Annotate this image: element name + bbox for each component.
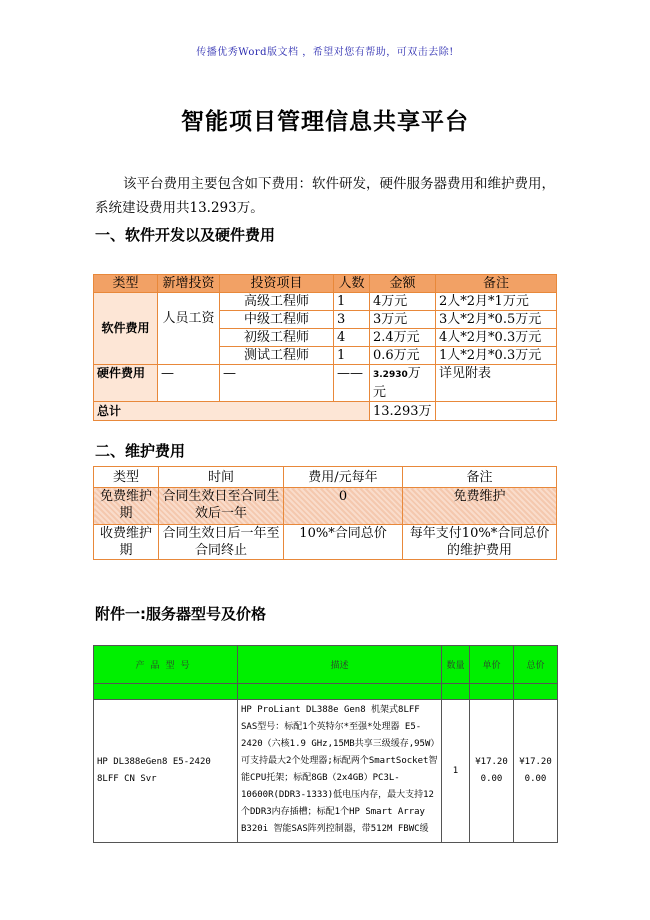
top-note: 传播优秀Word版文档 ，希望对您有帮助，可双击去除!	[196, 47, 454, 58]
header-cell: 备注	[436, 275, 557, 293]
total-note	[436, 402, 557, 421]
item-cell: 测试工程师	[220, 347, 334, 365]
count-cell: 3	[334, 311, 370, 329]
note-cell: 每年支付10%*合同总价的维护费用	[403, 525, 557, 560]
header-cell: 单价	[470, 646, 514, 684]
type-cell: 软件费用	[94, 293, 158, 365]
table-row	[94, 365, 557, 402]
item-cell: 中级工程师	[220, 311, 334, 329]
note-cell: 1人*2月*0.3万元	[436, 347, 557, 365]
amount-cell: 2.4万元	[370, 329, 436, 347]
amount-cell: 3万元	[370, 311, 436, 329]
page-title: 智能项目管理信息共享平台	[181, 108, 469, 135]
software-hardware-cost-table	[93, 274, 557, 421]
header-cell: 类型	[94, 275, 158, 293]
header-cell: 投资项目	[220, 275, 334, 293]
total-row	[94, 402, 557, 421]
table-row	[94, 525, 557, 560]
description-cell: HP ProLiant DL388e Gen8 机架式8LFF SAS型号：标配1个英特尔*至强*处理器 E5-2420（六核1.9 GHz,15MB共享三级缓存,95W）可支持最大2个处理器;标配两个SmartSocket智能CPU托架；标配8GB（2x4GB）PC3L-10600R(DDR3-1333)低电压内存，最大支持12个DDR3内存插槽；标配1个HP Smart Array B320i 智能SAS阵列控制器，带512M FBWC缓	[238, 700, 442, 843]
table-row	[94, 488, 557, 525]
table-header-row	[94, 275, 557, 293]
quantity-cell: 1	[442, 700, 470, 843]
table-row	[94, 700, 558, 843]
header-cell: 新增投资	[158, 275, 220, 293]
header-cell: 数量	[442, 646, 470, 684]
section2-heading: 二、维护费用	[95, 442, 186, 460]
total-label: 总计	[94, 402, 370, 421]
spacer-row	[94, 684, 558, 700]
table-header-row	[94, 467, 557, 488]
note-cell: 免费维护	[403, 488, 557, 525]
maintenance-cost-table	[93, 466, 557, 560]
header-cell: 类型	[94, 467, 159, 488]
amount-number: 3.2930	[373, 370, 408, 380]
time-cell: 合同生效日至合同生效后一年	[159, 488, 284, 525]
type-cell: 收费维护期	[94, 525, 159, 560]
note-cell: 3人*2月*0.5万元	[436, 311, 557, 329]
amount-cell	[370, 365, 436, 402]
count-cell: ——	[334, 365, 370, 402]
header-cell: 备注	[403, 467, 557, 488]
fee-cell: 10%*合同总价	[284, 525, 403, 560]
item-cell: —	[220, 365, 334, 402]
section1-heading: 一、软件开发以及硬件费用	[95, 226, 276, 244]
amount-unit: 万元	[373, 366, 421, 400]
amount-cell: 0.6万元	[370, 347, 436, 365]
total-price-cell: ¥17.20 0.00	[514, 700, 558, 843]
header-cell: 时间	[159, 467, 284, 488]
note-cell: 4人*2月*0.3万元	[436, 329, 557, 347]
amount-cell: 4万元	[370, 293, 436, 311]
subtype-cell: —	[158, 365, 220, 402]
type-cell: 免费维护期	[94, 488, 159, 525]
total-amount: 13.293万	[370, 402, 436, 421]
header-cell: 产品型号	[94, 646, 238, 684]
item-cell: 初级工程师	[220, 329, 334, 347]
count-cell: 4	[334, 329, 370, 347]
intro-paragraph: 该平台费用主要包含如下费用：软件研发，硬件服务器费用和维护费用，系统建设费用共13.293万。	[95, 176, 555, 216]
note-cell: 详见附表	[436, 365, 557, 402]
time-cell: 合同生效日后一年至合同终止	[159, 525, 284, 560]
subtype-cell: 人员工资	[158, 293, 220, 365]
note-cell: 2人*2月*1万元	[436, 293, 557, 311]
header-cell: 费用/元每年	[284, 467, 403, 488]
server-price-table	[93, 645, 558, 843]
table-header-row	[94, 646, 558, 684]
header-cell: 描述	[238, 646, 442, 684]
header-cell: 人数	[334, 275, 370, 293]
type-cell: 硬件费用	[94, 365, 158, 402]
header-cell: 金额	[370, 275, 436, 293]
item-cell: 高级工程师	[220, 293, 334, 311]
appendix-heading: 附件一:服务器型号及价格	[95, 605, 266, 623]
model-cell: HP DL388eGen8 E5-2420 8LFF CN Svr	[94, 700, 238, 843]
unit-price-cell: ¥17.20 0.00	[470, 700, 514, 843]
count-cell: 1	[334, 293, 370, 311]
header-cell: 总价	[514, 646, 558, 684]
table-row	[94, 293, 557, 311]
fee-cell: 0	[284, 488, 403, 525]
count-cell: 1	[334, 347, 370, 365]
